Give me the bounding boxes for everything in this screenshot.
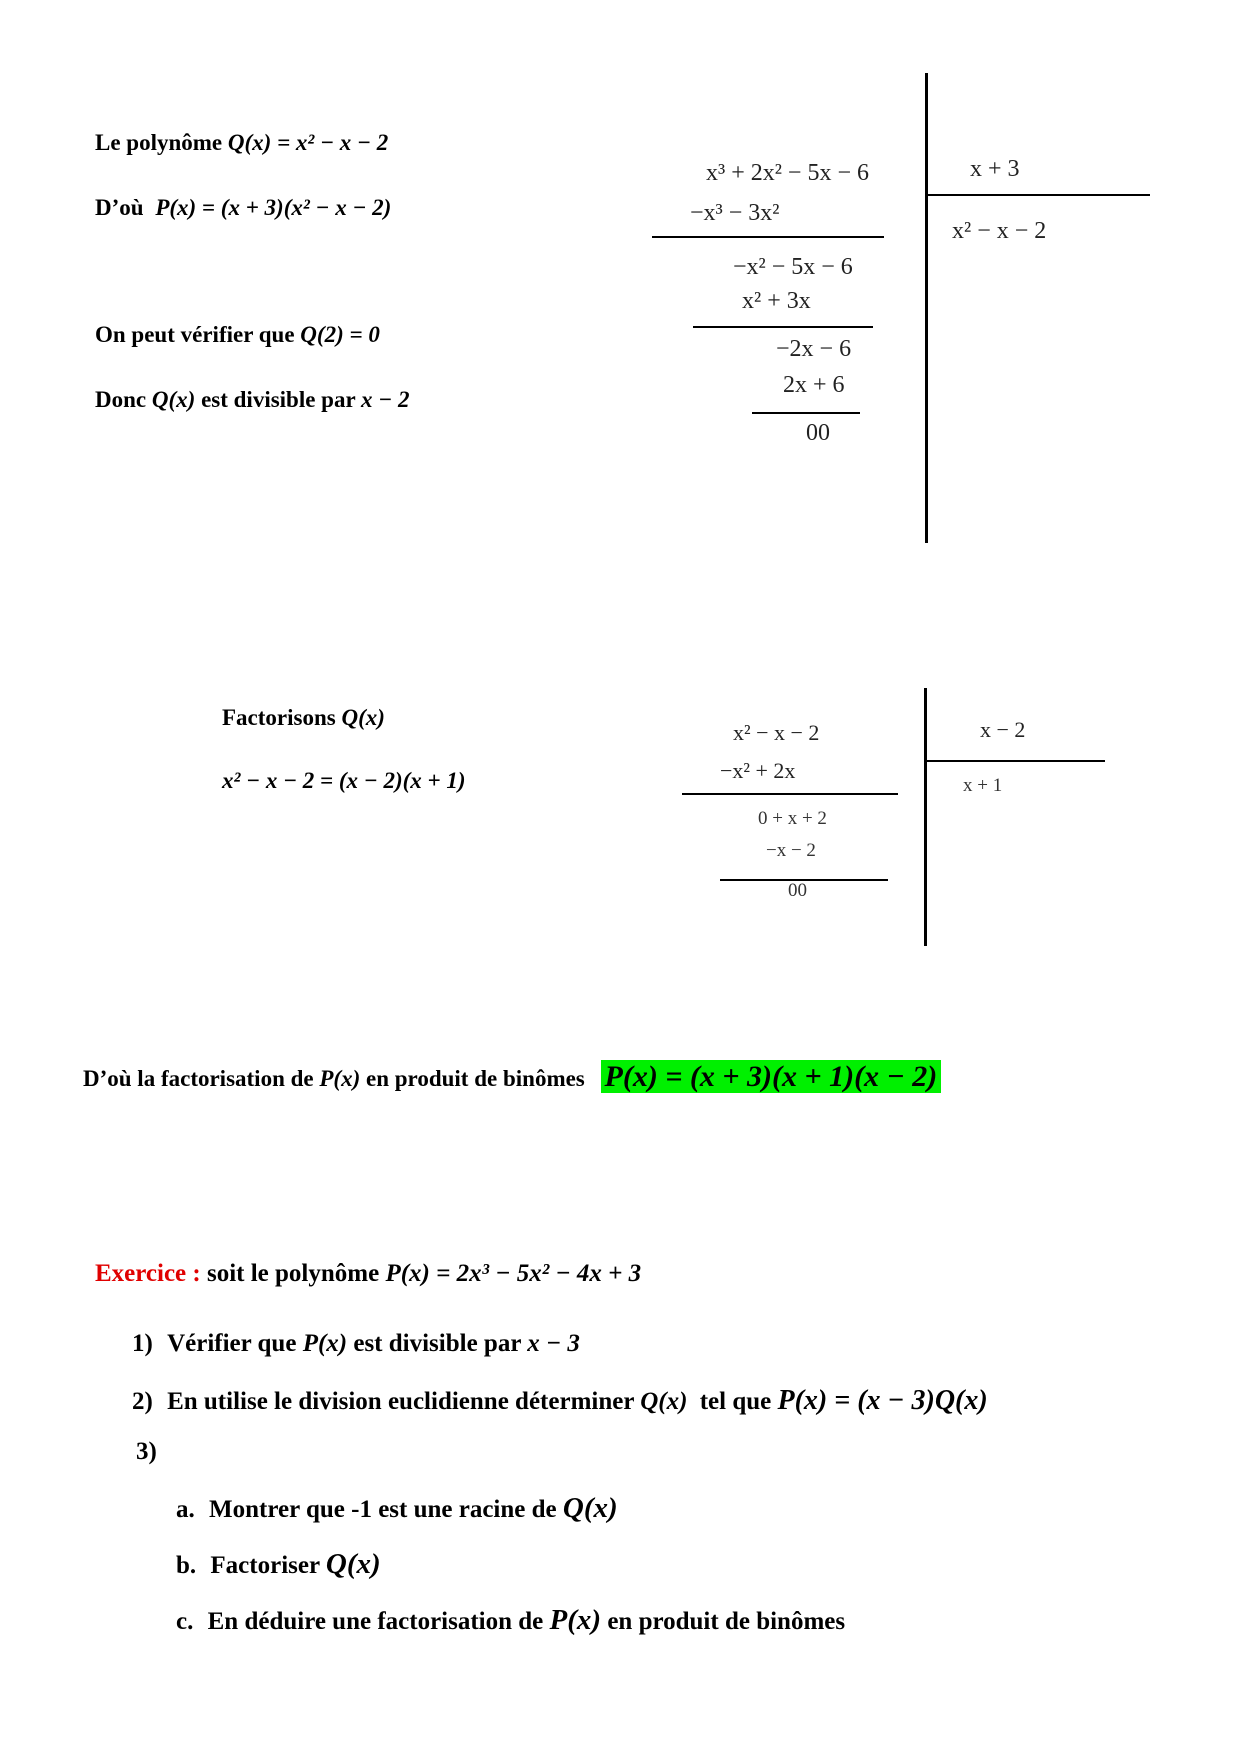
division1-divisor: x + 3 — [970, 156, 1020, 182]
factorisons-prefix: Factorisons — [222, 705, 336, 730]
division1-divisor-bar — [925, 194, 1150, 196]
conclusion-middle: en produit de binômes — [366, 1066, 585, 1091]
q-definition-prefix: Le polynôme — [95, 130, 223, 155]
division1-quotient: x² − x − 2 — [952, 218, 1047, 244]
exercise-item-1 — [132, 1330, 580, 1358]
division1-remainder2: −2x − 6 — [776, 336, 852, 362]
exercise-item-b — [176, 1548, 381, 1581]
item1-text2: est divisible par — [353, 1330, 521, 1357]
verify-math: Q(2) = 0 — [300, 322, 380, 347]
division1-rule2 — [693, 326, 873, 328]
item2-q: Q(x) — [640, 1388, 688, 1415]
division2-divisor: x − 2 — [980, 717, 1026, 742]
division1-remainder3: 00 — [806, 420, 830, 446]
division1-rule3 — [752, 412, 860, 414]
division2-quotient: x + 1 — [963, 775, 1003, 796]
verify-prefix: On peut vérifier que — [95, 322, 295, 347]
conclusion-prefix: D’où la factorisation de — [83, 1066, 314, 1091]
item2-text: En utilise le division euclidienne déterminer — [167, 1388, 634, 1415]
p-factor-math: P(x) = (x + 3)(x² − x − 2) — [155, 195, 392, 220]
item-c-text2: en produit de binômes — [607, 1608, 846, 1635]
division2-rule1 — [682, 793, 898, 795]
p-factor-line — [95, 195, 391, 221]
division1-step2: x² + 3x — [742, 288, 811, 314]
exercise-item-c — [176, 1604, 845, 1637]
divisible-math: x − 2 — [361, 387, 410, 412]
division2-dividend: x² − x − 2 — [733, 720, 820, 745]
exercise-intro: soit le polynôme — [206, 1260, 380, 1287]
divisible-line — [95, 387, 409, 413]
item1-p: P(x) — [302, 1330, 348, 1357]
division2-remainder2: 00 — [788, 880, 807, 901]
conclusion-result-highlight: P(x) = (x + 3)(x + 1)(x − 2) — [601, 1060, 942, 1093]
exercise-label: Exercice : — [95, 1260, 201, 1287]
item-c-math: P(x) — [549, 1604, 602, 1636]
item-b-number: b. — [176, 1552, 197, 1579]
item-c-text: En déduire une factorisation de — [207, 1608, 544, 1635]
exercise-item-a — [176, 1492, 618, 1525]
division2-vertical-bar — [924, 688, 927, 946]
conclusion-line — [83, 1058, 941, 1096]
divisible-prefix: Donc — [95, 387, 147, 412]
division1-vertical-bar — [925, 73, 928, 543]
divisible-q: Q(x) — [151, 387, 196, 412]
exercise-poly: P(x) = 2x³ − 5x² − 4x + 3 — [385, 1260, 642, 1287]
item2-text2: tel que — [699, 1388, 772, 1415]
item1-math: x − 3 — [527, 1330, 580, 1357]
conclusion-p: P(x) — [319, 1066, 361, 1091]
item-c-number: c. — [176, 1608, 194, 1635]
verify-line — [95, 322, 380, 348]
q-definition — [95, 130, 388, 156]
p-factor-prefix: D’où — [95, 195, 144, 220]
item2-math: P(x) = (x − 3)Q(x) — [777, 1385, 988, 1416]
division1-step3: 2x + 6 — [783, 372, 845, 398]
exercise-item-3: 3) — [136, 1438, 157, 1465]
exercise-heading — [95, 1260, 641, 1288]
item-a-math: Q(x) — [562, 1492, 618, 1524]
item2-number: 2) — [132, 1388, 153, 1415]
q-definition-math: Q(x) = x² − x − 2 — [227, 130, 389, 155]
division2-step1: −x² + 2x — [720, 758, 796, 783]
factorisons-line — [222, 705, 385, 731]
division1-remainder1: −x² − 5x − 6 — [733, 254, 853, 280]
factorisons-math: Q(x) — [341, 705, 385, 730]
item1-text: Vérifier que — [167, 1330, 297, 1357]
division1-dividend: x³ + 2x² − 5x − 6 — [706, 160, 869, 186]
exercise-item-2 — [132, 1385, 988, 1417]
division1-rule1 — [652, 236, 884, 238]
item-a-text: Montrer que -1 est une racine de — [209, 1496, 557, 1523]
item-b-math: Q(x) — [325, 1548, 381, 1580]
item1-number: 1) — [132, 1330, 153, 1357]
division1-step1: −x³ − 3x² — [690, 200, 780, 226]
q-identity: x² − x − 2 = (x − 2)(x + 1) — [222, 768, 466, 793]
division2-divisor-bar — [925, 760, 1105, 762]
divisible-text: est divisible par — [201, 387, 356, 412]
division2-remainder1: 0 + x + 2 — [758, 808, 827, 829]
item-b-text: Factoriser — [210, 1552, 320, 1579]
item-a-number: a. — [176, 1496, 195, 1523]
division2-step2: −x − 2 — [766, 840, 816, 861]
